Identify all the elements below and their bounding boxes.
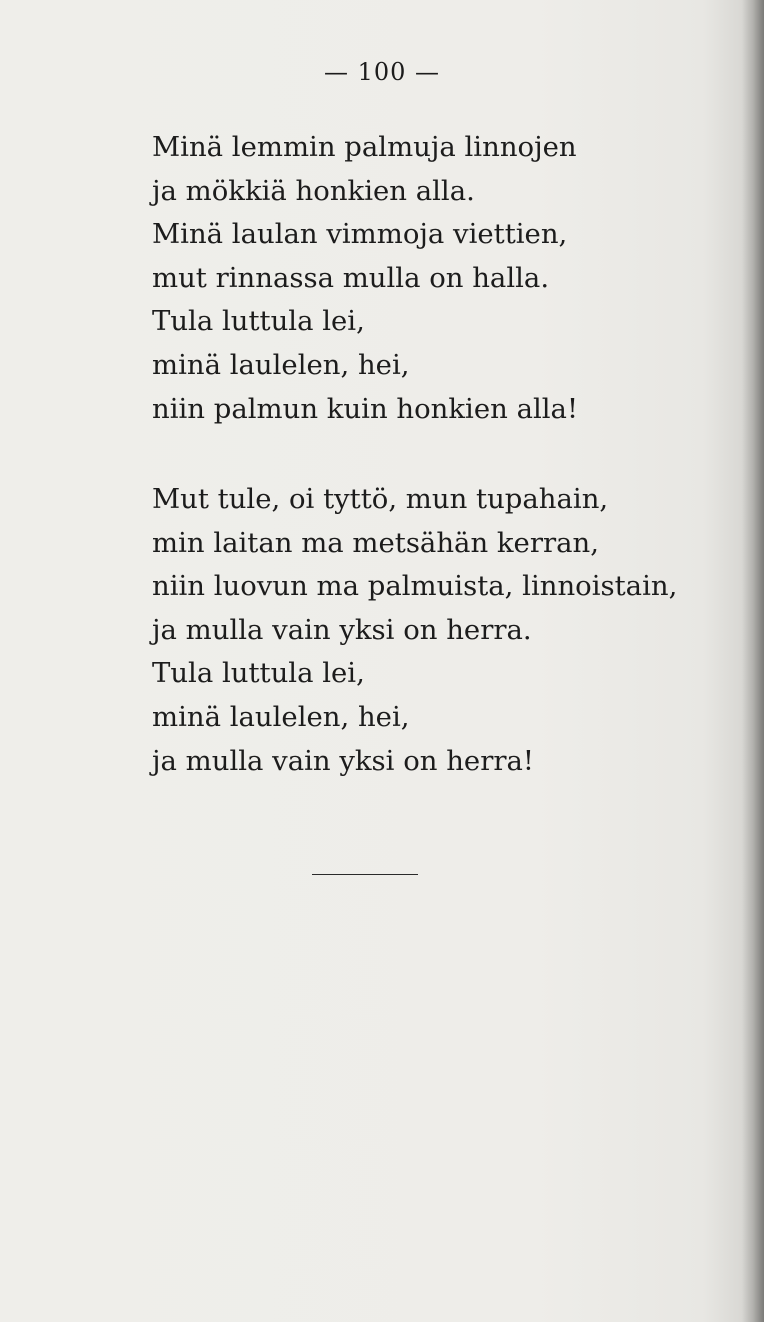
poem-line: niin palmun kuin honkien alla! bbox=[152, 392, 579, 425]
poem-line: mut rinnassa mulla on halla. bbox=[152, 261, 550, 294]
poem-line: Tula luttula lei, bbox=[152, 657, 365, 690]
poem-line: ja mulla vain yksi on herra! bbox=[152, 744, 534, 777]
poem-line: min laitan ma metsähän kerran, bbox=[152, 526, 599, 559]
page-number: — 100 — bbox=[323, 58, 441, 86]
poem-line: Mut tule, oi tyttö, mun tupahain, bbox=[152, 483, 609, 515]
poem-stanza bbox=[152, 126, 578, 431]
poem-line: Minä laulan vimmoja viettien, bbox=[152, 218, 568, 251]
poem-line: minä laulelen, hei, bbox=[152, 348, 410, 381]
section-divider bbox=[312, 874, 418, 875]
poem-stanza bbox=[152, 478, 677, 783]
poem-line: ja mulla vain yksi on herra. bbox=[152, 613, 532, 646]
poem-line: Minä lemmin palmuja linnojen bbox=[152, 131, 577, 163]
poem-line: Tula luttula lei, bbox=[152, 305, 365, 338]
poem-line: niin luovun ma palmuista, linnoistain, bbox=[152, 570, 678, 603]
poem-line: ja mökkiä honkien alla. bbox=[152, 174, 475, 207]
page-spine-shadow bbox=[742, 0, 764, 1322]
poem-line: minä laulelen, hei, bbox=[152, 700, 410, 733]
